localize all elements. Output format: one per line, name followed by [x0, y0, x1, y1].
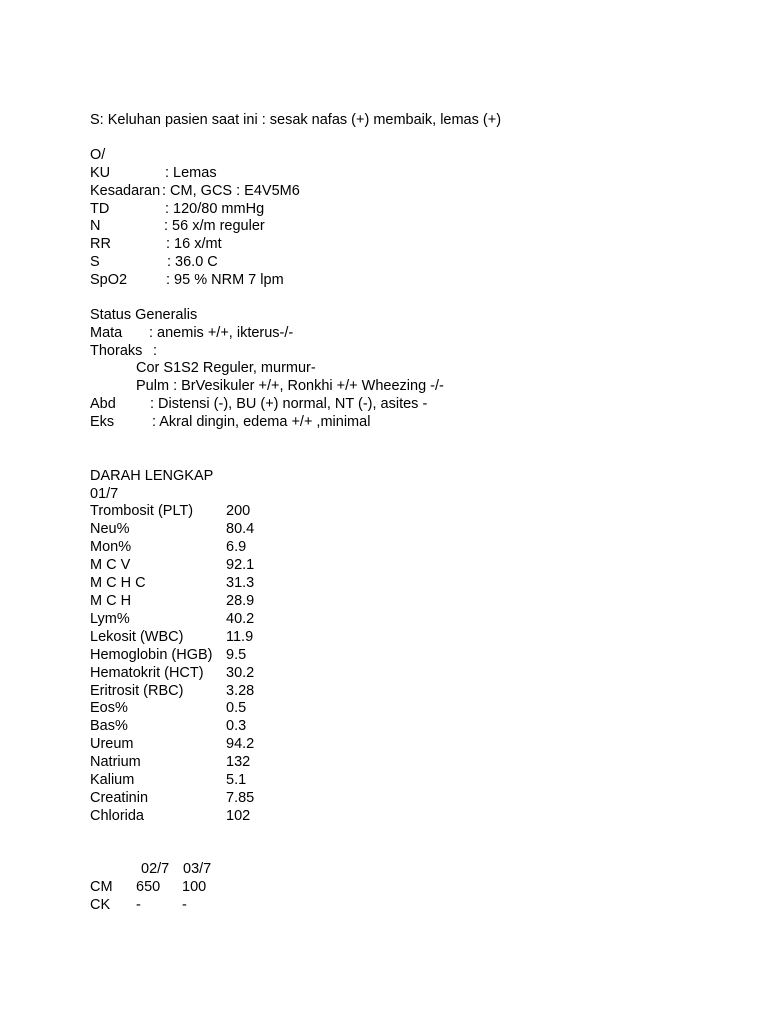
- lab-label: M C V: [90, 557, 131, 573]
- lab-value: 102: [226, 808, 251, 824]
- darah-lengkap-heading: DARAH LENGKAP: [90, 468, 214, 484]
- lab-label: Lym%: [90, 611, 130, 627]
- lab-label: Hematokrit (HCT): [90, 665, 204, 681]
- lab-label: Ureum: [90, 736, 134, 752]
- vital-value-s: : 36.0 C: [167, 254, 218, 270]
- lab-label: Chlorida: [90, 808, 144, 824]
- lab-label: Creatinin: [90, 790, 149, 806]
- lab-label: Eritrosit (RBC): [90, 683, 184, 699]
- balance-label-cm: CM: [90, 879, 113, 895]
- pulm-line: Pulm : BrVesikuler +/+, Ronkhi +/+ Wheezing -/-: [136, 378, 444, 394]
- vital-value-rr: : 16 x/mt: [166, 236, 222, 252]
- subjective-line: S: Keluhan pasien saat ini : sesak nafas (+) membaik, lemas (+): [90, 112, 502, 128]
- lab-label: Lekosit (WBC): [90, 629, 184, 645]
- vital-label-kesadaran: Kesadaran: [90, 183, 161, 199]
- lab-label: Neu%: [90, 521, 130, 537]
- balance-value: -: [136, 897, 141, 913]
- vital-label-n: N: [90, 218, 101, 234]
- balance-date: 02/7: [141, 861, 170, 877]
- objective-heading: O/: [90, 147, 106, 163]
- balance-label-ck: CK: [90, 897, 111, 913]
- status-generalis-heading: Status Generalis: [90, 307, 198, 323]
- lab-label: Trombosit (PLT): [90, 503, 194, 519]
- vital-value-n: : 56 x/m reguler: [164, 218, 265, 234]
- lab-value: 5.1: [226, 772, 247, 788]
- lab-value: 200: [226, 503, 251, 519]
- lab-label: M C H: [90, 593, 132, 609]
- lab-label: Hemoglobin (HGB): [90, 647, 213, 663]
- eks-value: : Akral dingin, edema +/+ ,minimal: [152, 414, 371, 430]
- lab-value: 80.4: [226, 521, 255, 537]
- vital-value-kesadaran: : CM, GCS : E4V5M6: [162, 183, 300, 199]
- balance-value: 650: [136, 879, 161, 895]
- abd-label: Abd: [90, 396, 116, 412]
- cor-line: Cor S1S2 Reguler, murmur-: [136, 360, 316, 376]
- lab-label: Natrium: [90, 754, 141, 770]
- mata-label: Mata: [90, 325, 123, 341]
- lab-value: 30.2: [226, 665, 255, 681]
- darah-lengkap-date: 01/7: [90, 486, 119, 502]
- lab-label: M C H C: [90, 575, 146, 591]
- balance-value: 100: [182, 879, 207, 895]
- lab-label: Kalium: [90, 772, 135, 788]
- lab-value: 3.28: [226, 683, 255, 699]
- lab-label: Eos%: [90, 700, 128, 716]
- vital-value-spo2: : 95 % NRM 7 lpm: [166, 272, 284, 288]
- lab-value: 28.9: [226, 593, 255, 609]
- lab-value: 31.3: [226, 575, 255, 591]
- vital-label-s: S: [90, 254, 100, 270]
- abd-value: : Distensi (-), BU (+) normal, NT (-), asites -: [150, 396, 428, 412]
- vital-label-td: TD: [90, 201, 110, 217]
- vital-value-ku: : Lemas: [165, 165, 217, 181]
- thoraks-value: :: [153, 343, 158, 359]
- mata-value: : anemis +/+, ikterus-/-: [149, 325, 294, 341]
- lab-value: 40.2: [226, 611, 255, 627]
- vital-label-ku: KU: [90, 165, 111, 181]
- lab-value: 0.5: [226, 700, 247, 716]
- lab-value: 9.5: [226, 647, 247, 663]
- vital-label-rr: RR: [90, 236, 111, 252]
- lab-label: Mon%: [90, 539, 132, 555]
- vital-value-td: : 120/80 mmHg: [165, 201, 265, 217]
- eks-label: Eks: [90, 414, 115, 430]
- vital-label-spo2: SpO2: [90, 272, 128, 288]
- lab-value: 92.1: [226, 557, 255, 573]
- balance-value: -: [182, 897, 187, 913]
- lab-value: 11.9: [226, 629, 254, 645]
- lab-value: 0.3: [226, 718, 247, 734]
- lab-value: 6.9: [226, 539, 247, 555]
- balance-date: 03/7: [183, 861, 212, 877]
- thoraks-label: Thoraks: [90, 343, 143, 359]
- lab-value: 7.85: [226, 790, 255, 806]
- lab-label: Bas%: [90, 718, 128, 734]
- lab-value: 94.2: [226, 736, 255, 752]
- lab-value: 132: [226, 754, 251, 770]
